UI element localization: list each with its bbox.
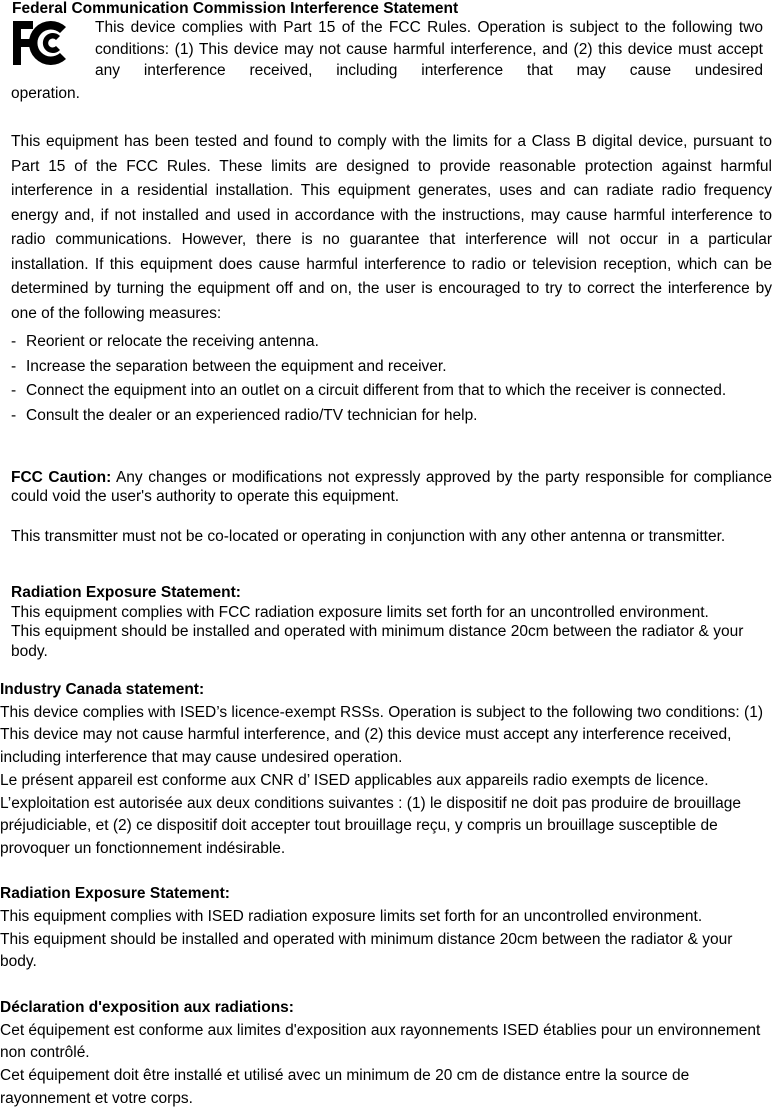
interference-measures-list [11, 330, 763, 428]
ic-radiation-line-2: This equipment should be installed and operated with minimum distance 20cm between the radiator & your body. [0, 930, 733, 971]
fcc-radiation-line-1: This equipment complies with FCC radiation exposure limits set forth for an uncontrolled environment. [11, 603, 709, 621]
fcc-caution-text: Any changes or modifications not expressly approved by the party responsible for compliance could void the user's authority to operate this equipment. [11, 469, 772, 505]
list-item: - Reorient or relocate the receiving antenna. [11, 333, 319, 350]
fcc-caution-paragraph [11, 468, 772, 506]
ic-french-statement: Le présent appareil est conforme aux CNR d’ ISED applicables aux appareils radio exempts de licence. L’exploitation est autorisée aux deux conditions suivantes : (1) le dispositif ne doit pas produire de brouillage préjudiciable, et (2) ce dispositif doit accepter tout brouillage reçu, y compris un brouillage susceptible de provoquer un fonctionnement indésirable. [0, 771, 742, 857]
list-item: - Consult the dealer or an experienced radio/TV technician for help. [11, 406, 478, 424]
fcc-intro-paragraph-tail: operation. [11, 85, 80, 102]
list-item: - Increase the separation between the equipment and receiver. [11, 357, 447, 375]
ic-fr-radiation-line-1: Cet équipement est conforme aux limites d'exposition aux rayonnements ISED établies pour un environnement non contrôlé. [0, 1021, 761, 1062]
fcc-intro-paragraph: This device complies with Part 15 of the FCC Rules. Operation is subject to the following two conditions: (1) This device may not cause harmful interference, and (2) this device must accept any interference received, including interference that may cause undesired [95, 19, 763, 79]
fcc-radiation-section [11, 583, 773, 662]
fcc-radiation-heading: Radiation Exposure Statement: [11, 584, 241, 601]
transmitter-paragraph: This transmitter must not be co-located or operating in conjunction with any other antenna or transmitter. [11, 528, 726, 545]
fcc-class-b-paragraph: This equipment has been tested and found to comply with the limits for a Class B digital device, pursuant to Part 15 of the FCC Rules. These limits are designed to provide reasonable protection against harmful interference in a residential installation. This equipment generates, uses and can radiate radio frequency energy and, if not installed and used in accordance with the instructions, may cause harmful interference to radio communications. However, there is no guarantee that interference will not occur in a particular installation. If this equipment does cause harmful interference to radio or television reception, which can be determined by turning the equipment off and on, the user is encouraged to try to correct the interference by one of the following measures: [11, 133, 772, 322]
fcc-logo-icon [11, 19, 73, 67]
fcc-radiation-line-2: This equipment should be installed and operated with minimum distance 20cm between the radiator & your body. [11, 623, 744, 661]
ic-radiation-line-1: This equipment complies with ISED radiation exposure limits set forth for an uncontrolled environment. [0, 908, 703, 926]
fcc-section-title: Federal Communication Commission Interference Statement [12, 0, 459, 17]
industry-canada-section [0, 679, 773, 1110]
list-item: - Connect the equipment into an outlet on a circuit different from that to which the receiver is connected. [11, 382, 727, 399]
ic-english-statement: This device complies with ISED’s licence-exempt RSSs. Operation is subject to the following two conditions: (1) This device may not cause harmful interference, and (2) this device must accept any interference received, including interference that may cause undesired operation. [0, 703, 763, 767]
fcc-caution-label: FCC Caution: [11, 469, 112, 486]
ic-heading: Industry Canada statement: [0, 681, 205, 698]
ic-radiation-heading: Radiation Exposure Statement: [0, 885, 230, 903]
ic-fr-radiation-line-2: Cet équipement doit être installé et utilisé avec un minimum de 20 cm de distance entre la source de rayonnement et votre corps. [0, 1066, 690, 1107]
ic-fr-radiation-heading: Déclaration d'exposition aux radiations: [0, 998, 294, 1016]
